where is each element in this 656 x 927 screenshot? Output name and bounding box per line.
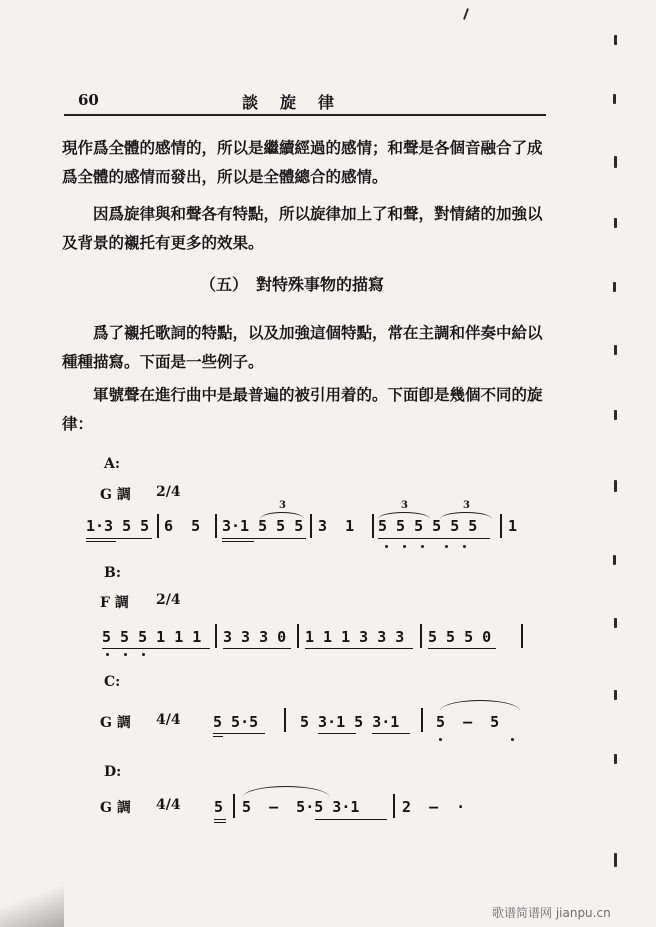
underline: [315, 819, 387, 820]
scan-mark: [614, 156, 617, 168]
barline: [372, 514, 374, 538]
time-signature-a: 2/4: [156, 484, 181, 500]
low-octave-dot: [445, 545, 448, 548]
example-label-c: C:: [104, 674, 121, 690]
scan-mark: [614, 690, 617, 700]
low-octave-dot: [463, 545, 466, 548]
measure-c-1: 5 5·5: [213, 713, 259, 731]
tie-arc: [243, 786, 329, 797]
header-rule: [64, 114, 546, 116]
triplet-mark: 3: [401, 500, 408, 511]
scan-mark: [614, 218, 617, 228]
underline: [305, 648, 413, 649]
underline: [428, 648, 496, 649]
measure-a-1: 1·3 5 5: [86, 517, 150, 535]
time-signature-c: 4/4: [156, 712, 181, 728]
underline: [213, 736, 223, 737]
underline: [223, 648, 291, 649]
triplet-mark: 3: [279, 500, 286, 511]
scan-corner-shadow: [0, 878, 64, 927]
low-octave-dot: [385, 545, 388, 548]
barline: [420, 624, 422, 648]
measure-a-6: 1: [508, 517, 518, 535]
measure-b-1: 5 5 5 1 1 1: [102, 628, 202, 646]
scan-mark: [614, 754, 617, 764]
low-octave-dot: [439, 738, 442, 741]
underline: [222, 541, 254, 542]
underline: [213, 733, 265, 734]
key-signature-a: G 調: [100, 487, 131, 503]
low-octave-dot: [421, 545, 424, 548]
measure-b-3: 1 1 1 3 3 3: [305, 628, 405, 646]
underline: [318, 733, 356, 734]
underline: [378, 538, 490, 539]
underline: [214, 822, 226, 823]
measure-d-3: 2 — ·: [402, 798, 466, 816]
barline: [297, 624, 299, 648]
scan-mark: [614, 35, 617, 45]
time-signature-d: 4/4: [156, 797, 181, 813]
barline: [500, 514, 502, 538]
barline: [215, 514, 217, 538]
low-octave-dot: [124, 653, 127, 656]
scan-mark: [613, 282, 616, 292]
measure-c-3: 5 — 5: [436, 713, 500, 731]
barline: [421, 708, 423, 732]
example-label-a: A:: [104, 456, 121, 472]
scan-mark: [613, 555, 616, 565]
underline: [86, 541, 116, 542]
measure-a-4: 3 1: [318, 517, 355, 535]
running-title: 談旋律: [242, 93, 357, 112]
barline: [393, 794, 395, 818]
underline: [372, 733, 410, 734]
example-label-b: B:: [104, 565, 122, 581]
key-signature-c: G 調: [100, 715, 131, 731]
paragraph-2: 因爲旋律與和聲各有特點，所以旋律加上了和聲，對情緒的加強以及背景的襯托有更多的效果。: [62, 204, 543, 252]
measure-d-2: 5 — 5·5 3·1: [242, 798, 360, 816]
tie-arc: [440, 700, 520, 711]
underline: [214, 819, 226, 820]
measure-a-2: 6 5: [164, 517, 201, 535]
scan-mark: [614, 618, 617, 628]
paragraph-4: 軍號聲在進行曲中是最普遍的被引用着的。下面卽是幾個不同的旋律：: [62, 385, 543, 433]
low-octave-dot: [142, 653, 145, 656]
scan-mark: [613, 94, 616, 104]
barline: [215, 624, 217, 648]
example-label-d: D:: [104, 764, 122, 780]
barline: [310, 514, 312, 538]
paragraph-1: 現作爲全體的感情的，所以是繼續經過的感情；和聲是各個音融合了成爲全體的感情而發出，所以是全體總合的感情。: [62, 138, 543, 186]
low-octave-dot: [511, 738, 514, 741]
barline: [233, 794, 235, 818]
underline: [102, 648, 210, 649]
tie-arc: [260, 512, 304, 519]
time-signature-b: 2/4: [156, 592, 181, 608]
paragraph-3: 爲了襯托歌詞的特點，以及加強這個特點，常在主調和伴奏中給以種種描寫。下面是一些例子。: [62, 323, 543, 371]
measure-c-2: 5 3·1 5 3·1: [300, 713, 400, 731]
underline: [222, 538, 306, 539]
scan-mark: [614, 410, 617, 420]
low-octave-dot: [403, 545, 406, 548]
tie-arc: [440, 512, 492, 519]
scan-mark: [463, 8, 469, 20]
measure-b-4: 5 5 5 0: [428, 628, 492, 646]
low-octave-dot: [106, 653, 109, 656]
measure-b-2: 3 3 3 0: [223, 628, 287, 646]
barline: [284, 708, 286, 732]
key-signature-b: F 調: [100, 595, 129, 611]
scan-mark: [614, 345, 617, 355]
underline: [86, 538, 152, 539]
scan-mark: [614, 853, 617, 867]
triplet-mark: 3: [463, 500, 470, 511]
measure-a-5: 5 5 5 5 5 5: [378, 517, 478, 535]
measure-a-3: 3·1 5 5 5: [222, 517, 304, 535]
watermark: 歌谱简谱网 jianpu.cn: [492, 906, 611, 920]
measure-d-1: 5: [214, 798, 224, 816]
scan-mark: [614, 480, 617, 492]
section-heading: （五） 對特殊事物的描寫: [200, 275, 385, 294]
barline: [521, 624, 523, 648]
page-number: 60: [78, 91, 99, 109]
barline: [157, 514, 159, 538]
key-signature-d: G 調: [100, 800, 131, 816]
tie-arc: [378, 512, 430, 519]
